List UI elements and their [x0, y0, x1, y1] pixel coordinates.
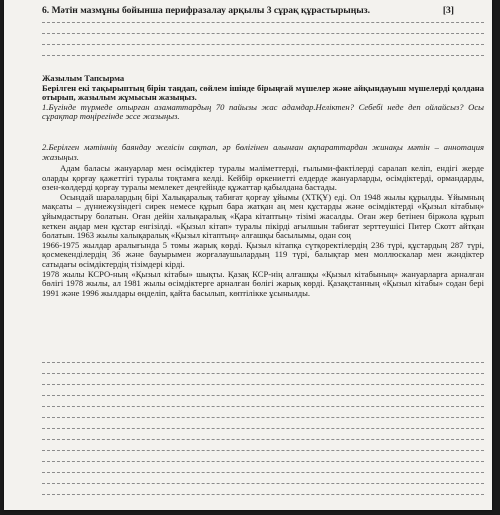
- writing-task: [42, 74, 484, 122]
- answer-line[interactable]: [42, 33, 484, 34]
- answer-line[interactable]: [42, 44, 484, 45]
- source-text: [42, 164, 484, 298]
- question-6-text: 6. Мәтін мазмұны бойынша перифразалау арқылы 3 сұрақ құрастырыңыз.: [42, 5, 371, 16]
- answer-line[interactable]: [42, 472, 484, 473]
- writing-heading: Жазылым Тапсырма: [42, 73, 125, 83]
- worksheet-page: [4, 0, 492, 510]
- text-paragraph: Адам баласы жануарлар мен өсімдіктер туралы мәліметтерді, ғылыми-фактілерді саралап келіп, ендігі жерде оларды қорғау қажеттігі туралы тоқтамға келді. Кейбір өркениетті елдерде жануарларды, өсімдіктерді, ормандарды, өзен-көлдерді қорғау туралы мемлекет деңгейінде құжаттар қабылдана бастады.: [42, 163, 484, 193]
- answer-line[interactable]: [42, 461, 484, 462]
- topic-option-1: 1.Бүгінде түрмеде отырған азаматтардың 70 пайызы жас адамдар.Неліктен? Себебі неде деп ойлайсыз? Осы сұрақтар төңірегінде эссе жазыңыз.: [42, 101, 484, 122]
- text-paragraph: 1966-1975 жылдар аралығында 5 томы жарық көрді. Қызыл кітапқа сүтқоректілердің 236 түрі, құстардың 287 түрі, қосмекенділердің 36 және бауырымен жорғалаушылардың 119 түрі, балықтар мен моллюскалар мен жәндіктер сатыдағы өсімдіктердің тізімдері кірді.: [42, 239, 484, 269]
- topic-option-2-block: [42, 143, 484, 162]
- answer-line[interactable]: [42, 483, 484, 484]
- text-paragraph: Осындай шаралардың бірі Халықаралық табиғат қорғау ұйымы (ХТҚҰ) еді. Ол 1948 жылы құрылды. Ұйымның мақсаты – дүниежүзіндегі сирек немесе құрып бара жатқан аң мен құстарды және өсімдіктерді «Қызыл кітабың» ұйымдастыру болатын. Оған дейін халықаралық «Қара кітаптың» тізімі жасалды. Оған жер бетінен біржола құрып кеткен аңдар мен құстар енгізілді. «Қызыл кітап» туралы пікірді ағылшын табиғат зерттеушісі Питер Скотт айтқан болатын. 1963 жылы халықаралық «Қызыл кітаптың» алғашқы басылымы, одан соң: [42, 191, 484, 241]
- writing-instruction: Берілген екі тақырыптың бірін таңдап, сөйлем ішінде бірыңғай мүшелер және айқындауыш мүшелерді қолдана отырып, жазылым жұмысын жазыңыз.: [42, 82, 484, 103]
- topic-option-2: 2.Берілген мәтіннің баяндау желісін сақтап, әр бөлігінен алынған ақпараттардан жинақы мәтін – аннотация жазыңыз.: [42, 142, 484, 162]
- answer-line[interactable]: [42, 439, 484, 440]
- question-6: [42, 5, 484, 16]
- answer-line[interactable]: [42, 362, 484, 363]
- answer-line[interactable]: [42, 22, 484, 23]
- answer-line[interactable]: [42, 384, 484, 385]
- answer-line[interactable]: [42, 373, 484, 374]
- answer-line[interactable]: [42, 494, 484, 495]
- answer-line[interactable]: [42, 406, 484, 407]
- text-paragraph: 1978 жылы КСРО-ның «Қызыл кітабы» шықты. Қазақ КСР-нің алғашқы «Қызыл кітабының» жануарларға арналған бөлігі 1978 жылы, ал 1981 жылы өсімдіктерге арналған бөлігі жарық көрді. Қазақстанның «Қызыл кітабы» содан бері 1991 және 1996 жылдары өңделіп, қайта басылып, көптілікке ұсынылды.: [42, 268, 484, 298]
- answer-line[interactable]: [42, 450, 484, 451]
- answer-line[interactable]: [42, 395, 484, 396]
- answer-line[interactable]: [42, 417, 484, 418]
- answer-line[interactable]: [42, 428, 484, 429]
- question-6-marks: [3]: [442, 5, 454, 16]
- answer-line[interactable]: [42, 55, 484, 56]
